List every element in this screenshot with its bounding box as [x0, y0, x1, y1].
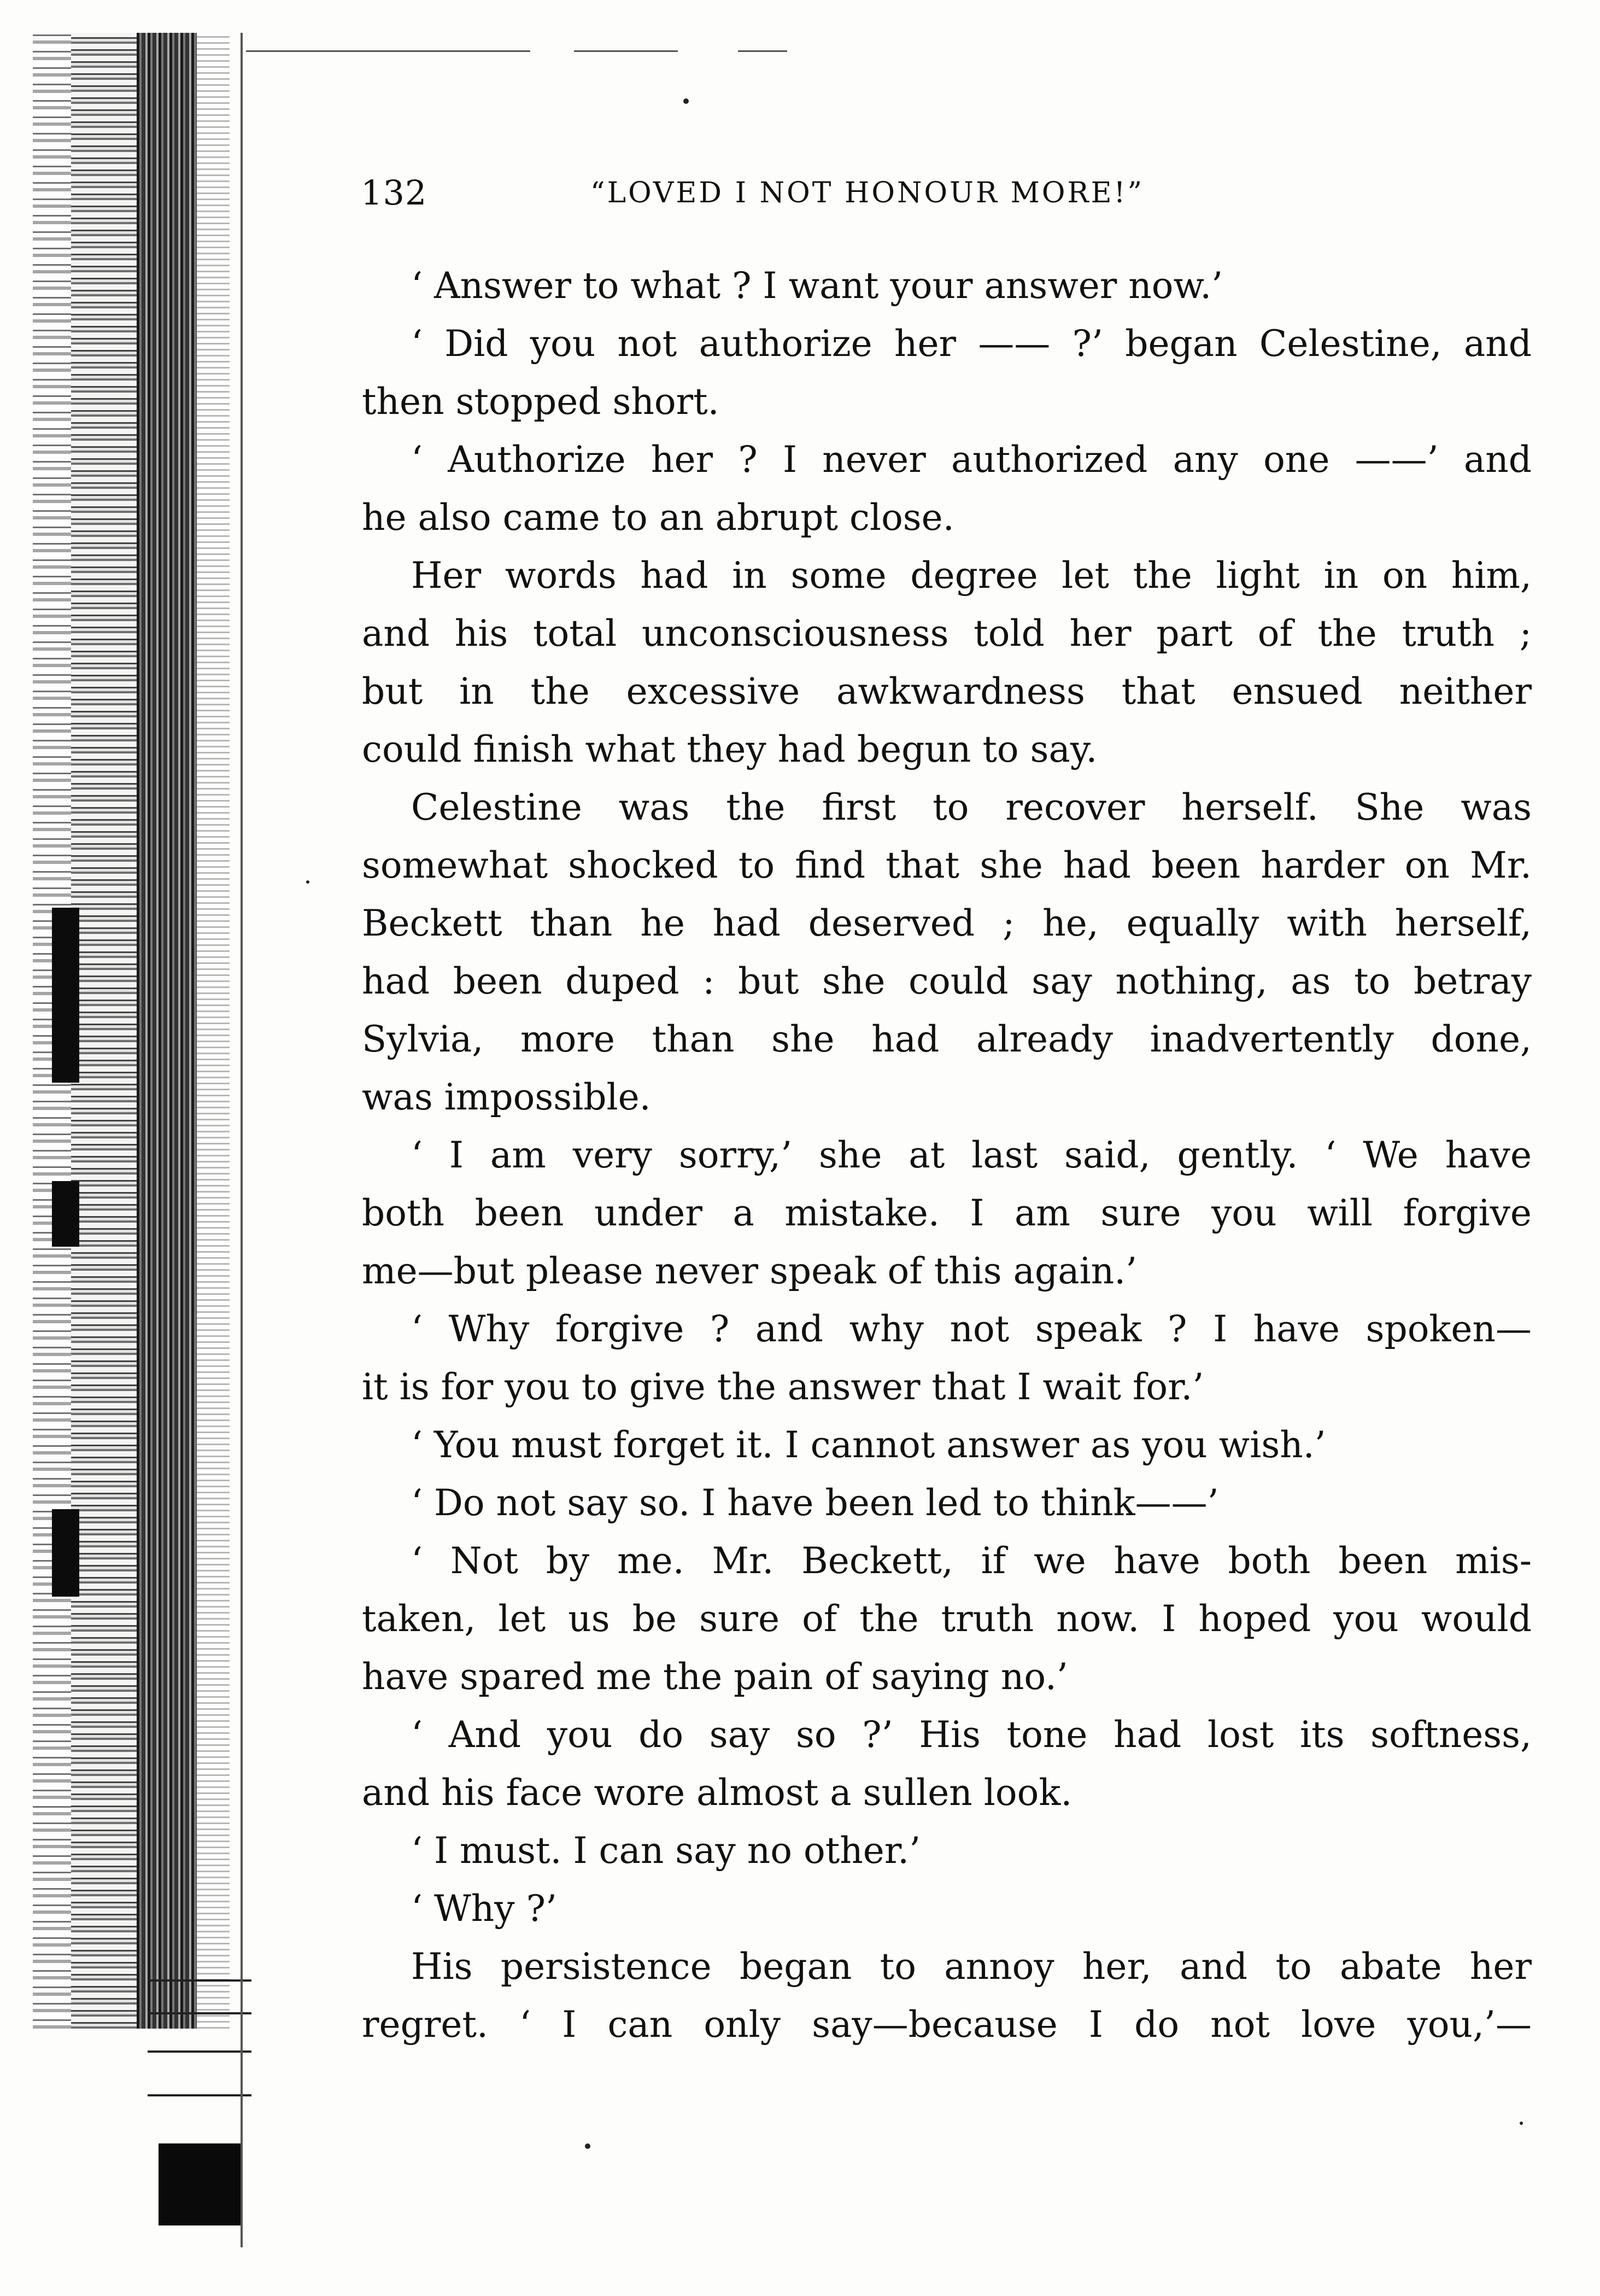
text-line: Her words had in some degree let the light in on him,: [411, 554, 1532, 597]
text-line: it is for you to give the answer that I wait for.’: [362, 1366, 1204, 1408]
text-line: ‘ Not by me. Mr. Beckett, if we have both been mis-: [411, 1540, 1532, 1582]
gutter-rule: [148, 1979, 251, 1982]
text-line: but in the excessive awkwardness that ensued neither: [362, 670, 1532, 712]
text-line: then stopped short.: [362, 381, 719, 423]
text-line: both been under a mistake. I am sure you will forgive: [362, 1192, 1532, 1234]
text-line: ‘ I must. I can say no other.’: [411, 1830, 921, 1872]
text-line: taken, let us be sure of the truth now. I hoped you would: [362, 1598, 1532, 1640]
gutter-dark-mark: [52, 1509, 79, 1597]
text-line: Celestine was the first to recover herself. She was: [411, 786, 1532, 828]
text-line: ‘ I am very sorry,’ she at last said, gently. ‘ We have: [411, 1134, 1532, 1176]
text-line: Beckett than he had deserved ; he, equally with herself,: [362, 902, 1532, 944]
scan-top-rule: [574, 50, 678, 52]
text-line: had been duped : but she could say nothing, as to betray: [362, 960, 1532, 1002]
text-line: Sylvia, more than she had already inadvertently done,: [362, 1018, 1532, 1060]
running-head: [361, 163, 1268, 223]
gutter-rule: [148, 2094, 251, 2096]
scan-top-rule: [738, 50, 787, 52]
text-line: me—but please never speak of this again.’: [362, 1250, 1138, 1292]
text-line: regret. ‘ I can only say—because I do not love you,’—: [362, 2003, 1532, 2046]
text-line: ‘ Why ?’: [411, 1888, 557, 1930]
text-line: and his total unconsciousness told her part of the truth ;: [362, 612, 1532, 655]
scan-speck: [1520, 2122, 1523, 2125]
text-line: ‘ Do not say so. I have been led to think——’: [411, 1482, 1219, 1524]
text-line: ‘ Why forgive ? and why not speak ? I have spoken—: [411, 1308, 1532, 1350]
text-line: ‘ Answer to what ? I want your answer now.’: [411, 265, 1223, 307]
running-title: “LOVED I NOT HONOUR MORE!”: [590, 177, 1145, 209]
page-fold-edge: [241, 33, 243, 2247]
text-line: could finish what they had begun to say.: [362, 728, 1098, 770]
gutter-noise-band: [71, 33, 137, 2029]
text-line: he also came to an abrupt close.: [362, 496, 954, 539]
scan-speck: [585, 2143, 590, 2149]
text-line: somewhat shocked to find that she had been harder on Mr.: [362, 844, 1532, 886]
gutter-rule: [148, 2012, 251, 2014]
text-line: ‘ Did you not authorize her —— ?’ began Celestine, and: [411, 323, 1532, 365]
body-text: [362, 257, 1532, 2054]
gutter-dark-block: [159, 2143, 241, 2225]
text-line: His persistence began to annoy her, and to abate her: [411, 1946, 1532, 1988]
text-line: ‘ You must forget it. I cannot answer as you wish.’: [411, 1424, 1326, 1466]
text-line: have spared me the pain of saying no.’: [362, 1656, 1068, 1698]
text-line: was impossible.: [362, 1076, 651, 1118]
text-line: and his face wore almost a sullen look.: [362, 1772, 1072, 1814]
gutter-noise-band: [197, 33, 230, 2029]
scan-speck: [683, 98, 689, 104]
scan-speck: [306, 880, 309, 884]
gutter-dark-mark: [52, 1181, 79, 1247]
page-number: 132: [361, 173, 427, 213]
text-line: ‘ Authorize her ? I never authorized any one ——’ and: [411, 439, 1532, 481]
scanned-binding-gutter: [0, 33, 257, 2220]
scan-top-rule: [246, 50, 530, 52]
gutter-rule: [148, 2050, 251, 2053]
gutter-spine-band: [137, 33, 197, 2029]
gutter-dark-mark: [52, 908, 79, 1083]
text-line: ‘ And you do say so ?’ His tone had lost its softness,: [411, 1714, 1532, 1756]
